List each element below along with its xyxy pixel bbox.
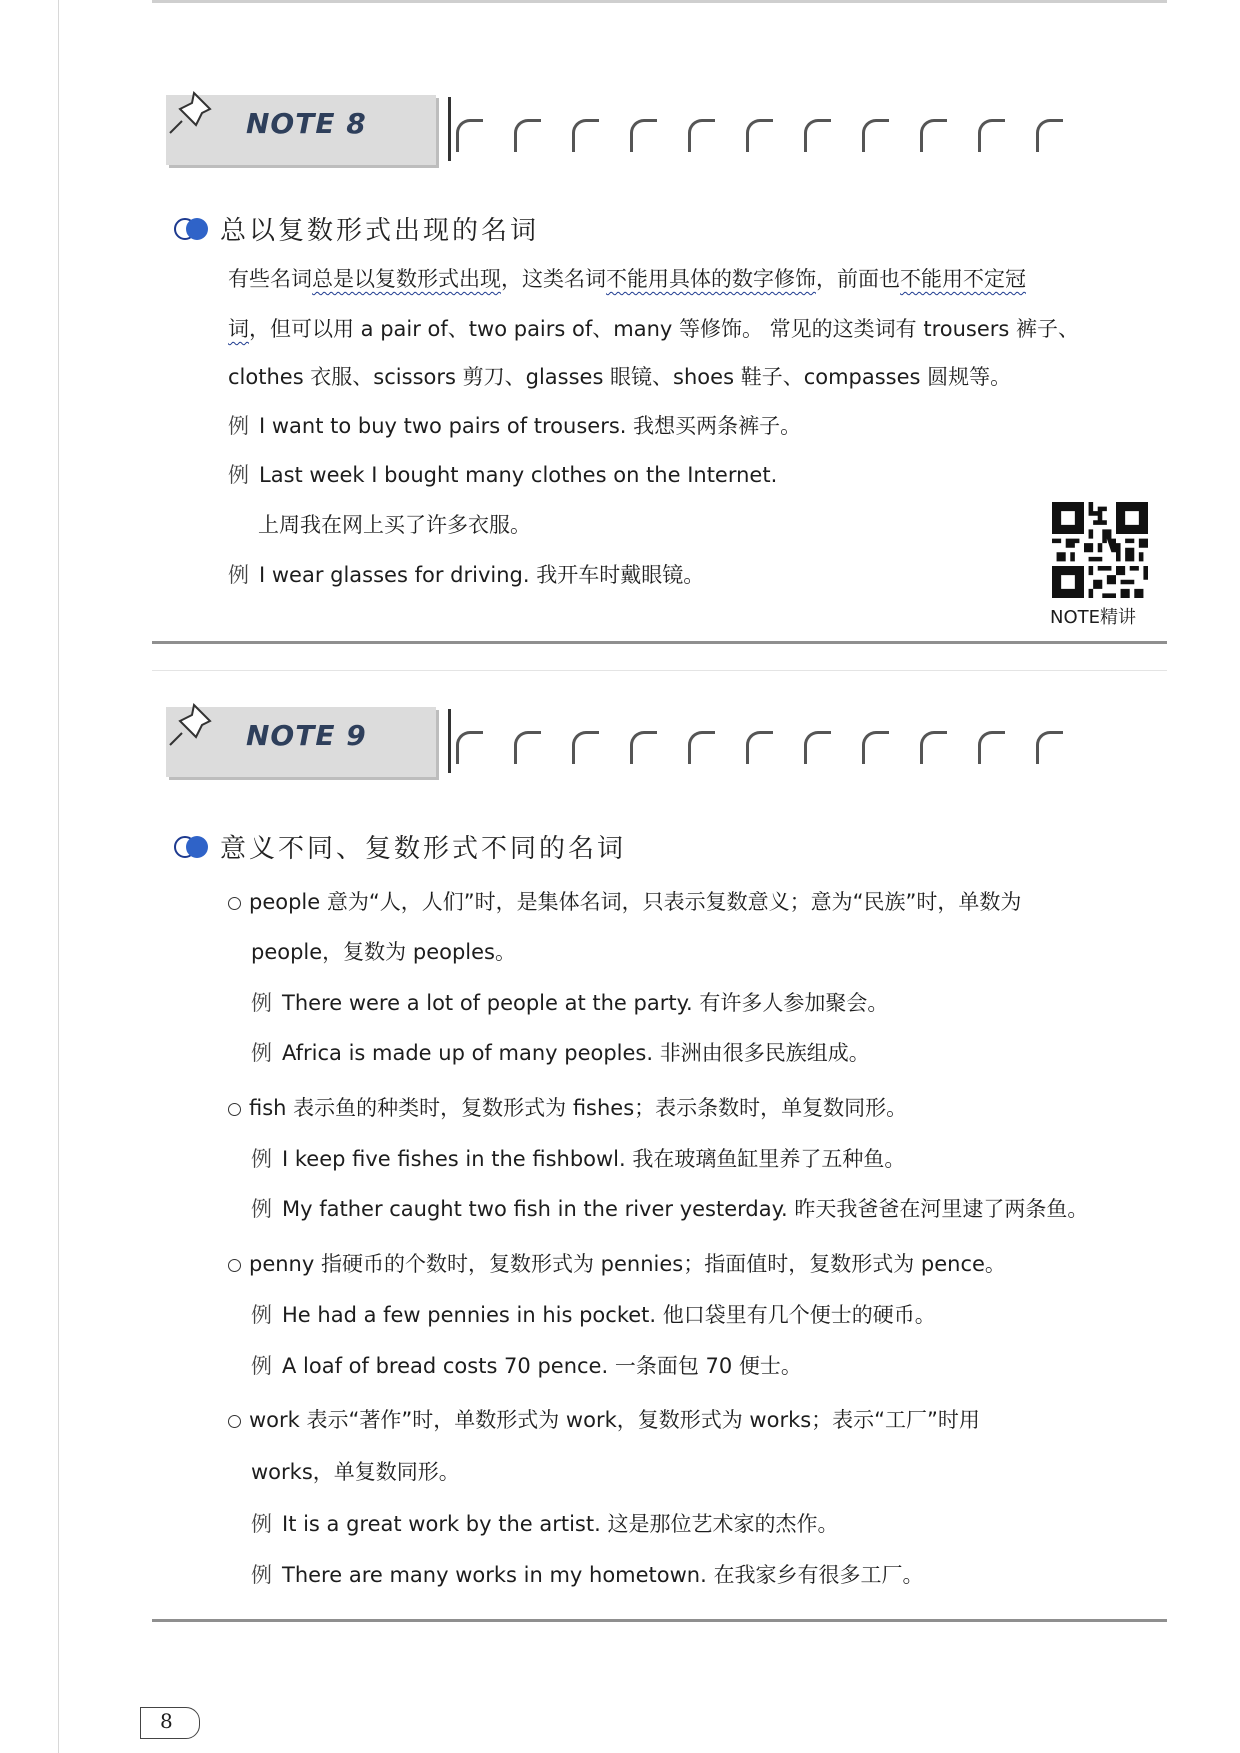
work-example-1: 例 It is a great work by the artist. 这是那位艺术家的杰作。 (251, 1512, 839, 1536)
penny-example-2: 例 A loaf of bread costs 70 pence. 一条面包 70 便士。 (251, 1354, 802, 1378)
tab-divider (448, 97, 451, 161)
page-number: 8 (160, 1709, 173, 1733)
list-bullet-icon (228, 1103, 241, 1116)
note-9-heading-text: 意义不同、复数形式不同的名词 (220, 834, 627, 864)
list-bullet-icon (228, 897, 241, 910)
qr-label: NOTE精讲 (1050, 607, 1137, 628)
note-9-title: NOTE 9 (246, 719, 367, 752)
note-8-example-2: 例 Last week I bought many clothes on the Internet. (228, 463, 778, 487)
page-edge (58, 0, 59, 1753)
note-9-tab (166, 707, 436, 777)
note-8-title: NOTE 8 (246, 107, 367, 140)
work-rule-line-2: works，单复数同形。 (251, 1460, 460, 1484)
qr-code-icon[interactable] (1052, 502, 1148, 598)
heading-bullet-icon (174, 835, 210, 859)
note-8-tab (166, 95, 436, 165)
people-example-2: 例 Africa is made up of many peoples. 非洲由很多民族组成。 (251, 1041, 870, 1065)
pushpin-icon (164, 699, 218, 753)
heading-bullet-icon (174, 217, 210, 241)
fish-example-2: 例 My father caught two fish in the river yesterday. 昨天我爸爸在河里逮了两条鱼。 (251, 1197, 1089, 1221)
fish-rule: fish 表示鱼的种类时，复数形式为 fishes；表示条数时，单复数同形。 (228, 1093, 907, 1123)
people-example-1: 例 There were a lot of people at the party. 有许多人参加聚会。 (251, 991, 889, 1015)
note-8-intro-line-2: 词，但可以用 a pair of、two pairs of、many 等修饰。 常见的这类词有 trousers 裤子、 (228, 317, 1080, 341)
note-9-heading (174, 828, 626, 865)
note-8-example-1: 例 I want to buy two pairs of trousers. 我想买两条裤子。 (228, 414, 802, 438)
binder-rings (456, 119, 1063, 152)
list-bullet-icon (228, 1415, 241, 1428)
people-rule-line-2: people，复数为 peoples。 (251, 940, 516, 964)
note-8-intro-line-3: clothes 衣服、scissors 剪刀、glasses 眼镜、shoes 鞋子、compasses 圆规等。 (228, 365, 1012, 389)
tab-divider (448, 709, 451, 773)
note-9-header (152, 707, 1167, 787)
note-8-header (152, 95, 1167, 175)
note-8-example-2-translation: 上周我在网上买了许多衣服。 (258, 513, 531, 537)
note-8-heading (174, 210, 539, 247)
note-8-top-border (152, 0, 1167, 3)
note-9-top-border (152, 670, 1167, 671)
pushpin-icon (164, 87, 218, 141)
note-9-bottom-border (152, 1619, 1167, 1622)
binder-rings (456, 731, 1063, 764)
note-8-example-3: 例 I wear glasses for driving. 我开车时戴眼镜。 (228, 563, 705, 587)
note-8-heading-text: 总以复数形式出现的名词 (220, 216, 540, 246)
people-rule-line-1: people 意为“人，人们”时，是集体名词，只表示复数意义；意为“民族”时，单数为 (228, 887, 1021, 917)
work-example-2: 例 There are many works in my hometown. 在我家乡有很多工厂。 (251, 1563, 924, 1587)
fish-example-1: 例 I keep five fishes in the fishbowl. 我在玻璃鱼缸里养了五种鱼。 (251, 1147, 906, 1171)
note-8-bottom-border (152, 641, 1167, 644)
work-rule-line-1: work 表示“著作”时，单数形式为 work，复数形式为 works；表示“工厂”时用 (228, 1405, 980, 1435)
list-bullet-icon (228, 1259, 241, 1272)
penny-example-1: 例 He had a few pennies in his pocket. 他口袋里有几个便士的硬币。 (251, 1303, 936, 1327)
note-8-intro-line-1: 有些名词总是以复数形式出现，这类名词不能用具体的数字修饰，前面也不能用不定冠 (228, 267, 1026, 291)
penny-rule: penny 指硬币的个数时，复数形式为 pennies；指面值时，复数形式为 pence。 (228, 1249, 1006, 1279)
